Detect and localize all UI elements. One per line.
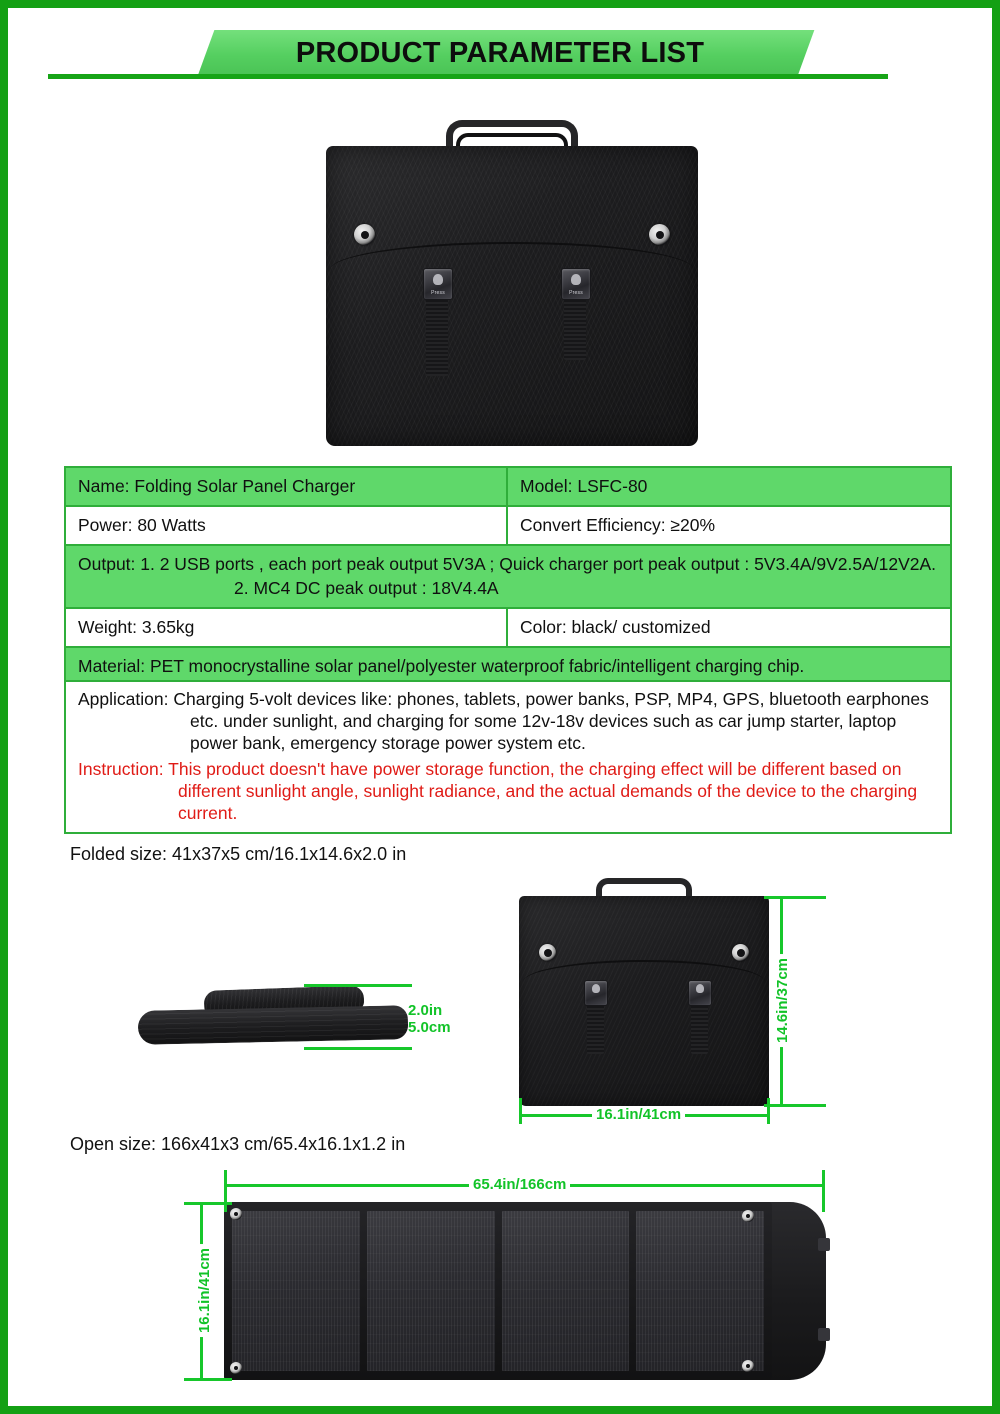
grommet-bottom-right-icon	[742, 1360, 754, 1372]
buckle-right	[561, 268, 591, 300]
application-text: Application: Charging 5-volt devices like: phones, tablets, power banks, PSP, MP4, GPS, bluetooth earphones etc. under sunlight, and charging for some 12v-18v devices such as car jump starter, laptop power bank, emergency storage power system etc.	[78, 689, 929, 753]
buckle-left-label: Press	[431, 290, 445, 296]
folded-bag-body	[326, 146, 698, 446]
spec-output-line2: 2. MC4 DC peak output : 18V4.4A	[234, 578, 499, 598]
table-row	[66, 507, 950, 546]
width-extension-right	[767, 1098, 770, 1124]
panel-clip-bottom	[818, 1328, 830, 1341]
solar-cell	[636, 1211, 764, 1371]
folded-height-label: 14.6in/37cm	[774, 954, 791, 1047]
thickness-label-in: 2.0in	[408, 1002, 443, 1019]
open-size-caption: Open size: 166x41x3 cm/65.4x16.1x1.2 in	[70, 1134, 406, 1154]
grommet-right-icon	[732, 944, 749, 961]
press-icon	[571, 274, 581, 285]
table-row	[66, 468, 950, 507]
grommet-right-icon	[649, 224, 670, 245]
height-extension-bottom	[764, 1104, 826, 1107]
bag-flap-seam	[330, 242, 694, 270]
height-extension-top	[764, 896, 826, 899]
spec-efficiency: Convert Efficiency: ≥20%	[520, 515, 716, 535]
buckle-right-label: Press	[569, 290, 583, 296]
solar-cell	[232, 1211, 360, 1371]
table-row	[66, 609, 950, 648]
spec-power: Power: 80 Watts	[66, 507, 508, 544]
solar-panel-open-image	[224, 1202, 824, 1380]
spec-color: Color: black/ customized	[520, 617, 711, 637]
spec-name: Name: Folding Solar Panel Charger	[66, 468, 508, 505]
length-extension-left	[224, 1170, 227, 1212]
solar-cell	[367, 1211, 495, 1371]
spec-output-line1: Output: 1. 2 USB ports , each port peak output 5V3A ; Quick charger port peak output : 5V3.4A/9V2.5A/12V2A.	[78, 554, 937, 574]
thickness-extension-bottom	[304, 1047, 412, 1050]
length-extension-right	[822, 1170, 825, 1212]
press-icon	[696, 984, 704, 993]
buckle-left	[423, 268, 453, 300]
header-underline	[48, 74, 888, 79]
width-extension-left	[519, 1098, 522, 1124]
page-header	[8, 30, 992, 92]
folded-bag-image	[519, 878, 769, 1106]
buckle-left	[584, 980, 608, 1006]
open-height-label: 16.1in/41cm	[196, 1244, 213, 1337]
press-icon	[592, 984, 600, 993]
instruction-text: Instruction: This product doesn't have power storage function, the charging effect will be different based on different sunlight angle, sunlight radiance, and the actual demands of the device to the charging current.	[78, 759, 918, 823]
folded-bag-body	[519, 896, 769, 1106]
notes-box	[64, 680, 952, 834]
open-size-diagram	[64, 1160, 952, 1408]
spec-model: Model: LSFC-80	[520, 476, 648, 496]
thickness-label-cm: 5.0cm	[408, 1019, 451, 1036]
spec-output	[66, 546, 950, 607]
panel-end-flap	[764, 1202, 826, 1380]
grommet-left-icon	[539, 944, 556, 961]
spec-weight: Weight: 3.65kg	[66, 609, 508, 646]
grommet-left-icon	[354, 224, 375, 245]
product-hero-image	[326, 120, 698, 448]
thickness-extension-top	[304, 984, 412, 987]
table-row	[66, 546, 950, 609]
grommet-top-right-icon	[742, 1210, 754, 1222]
solar-cell-array	[224, 1202, 772, 1380]
side-profile-image	[138, 988, 408, 1050]
solar-cell	[502, 1211, 630, 1371]
open-length-label: 65.4in/166cm	[469, 1176, 570, 1193]
press-icon	[433, 274, 443, 285]
spec-material: Material: PET monocrystalline solar panel/polyester waterproof fabric/intelligent charging chip.	[78, 656, 805, 676]
panel-clip-top	[818, 1238, 830, 1251]
spec-table	[64, 466, 952, 687]
open-height-extension-bottom	[184, 1378, 232, 1381]
folded-width-label: 16.1in/41cm	[592, 1106, 685, 1123]
folded-size-diagram	[64, 870, 952, 1125]
bag-flap-seam	[523, 960, 765, 982]
grommet-bottom-left-icon	[230, 1362, 242, 1374]
open-height-extension-top	[184, 1202, 232, 1205]
folded-size-caption: Folded size: 41x37x5 cm/16.1x14.6x2.0 in	[70, 844, 407, 864]
grommet-top-left-icon	[230, 1208, 242, 1220]
buckle-right	[688, 980, 712, 1006]
page-title: PRODUCT PARAMETER LIST	[295, 37, 705, 69]
side-lower-fold	[138, 1005, 409, 1045]
